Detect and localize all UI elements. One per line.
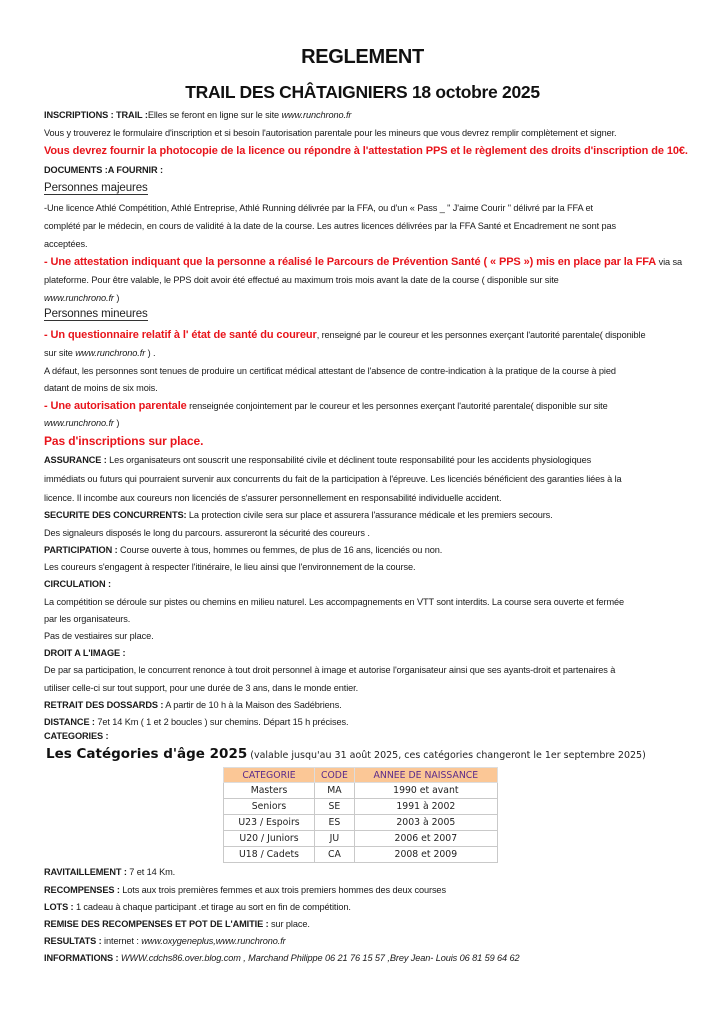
- participation-line2: Les coureurs s'engagent à respecter l'itinéraire, le lieu ainsi que l'environnement de la course.: [44, 562, 416, 572]
- retrait-line: [44, 700, 342, 710]
- column-header: CATEGORIE: [224, 768, 315, 783]
- remise-label: REMISE DES RECOMPENSES ET POT DE L'AMITIE :: [44, 919, 269, 929]
- resultats-label: RESULTATS :: [44, 936, 102, 946]
- page-title: REGLEMENT: [301, 46, 424, 68]
- droit-image-line1: De par sa participation, le concurrent renonce à tout droit personnel à image et autorise l'organisateur ainsi que ses ayants-droit et partenaires à: [44, 665, 616, 675]
- no-onsite-registration: Pas d'inscriptions sur place.: [44, 434, 204, 448]
- table-row: [224, 831, 498, 847]
- questionnaire-line2: [44, 348, 155, 358]
- assurance-label: ASSURANCE :: [44, 455, 107, 465]
- categories-label: CATEGORIES :: [44, 731, 109, 741]
- pps-line3: [44, 293, 119, 303]
- assurance-line2: immédiats ou futurs qui pourraient survenir aux concurrents du fait de la participation à l'épreuve. Les licenciés bénéficient des garanties liées à la: [44, 474, 622, 484]
- resultats-text: internet :: [101, 936, 142, 946]
- inscriptions-form-text: Vous y trouverez le formulaire d'inscription et si besoin l'autorisation parentale pour les mineurs que vous devrez remplir complètement et signer.: [44, 128, 617, 138]
- pps-highlight: - Une attestation indiquant que la personne a réalisé le Parcours de Prévention Santé ( « PPS ») mis en place par la FFA: [44, 256, 657, 268]
- text: sur site: [44, 348, 76, 358]
- circulation-line3: Pas de vestiaires sur place.: [44, 631, 154, 641]
- cell: JU: [315, 831, 355, 847]
- remise-text: sur place.: [268, 919, 310, 929]
- autorisation-line: [44, 400, 608, 412]
- retrait-label: RETRAIT DES DOSSARDS :: [44, 700, 164, 710]
- cell: 2006 et 2007: [354, 831, 497, 847]
- securite-text: La protection civile sera sur place et assurera l'assurance médicale et les premiers secours.: [186, 510, 553, 520]
- majeures-heading: Personnes majeures: [44, 182, 148, 194]
- runchrono-link[interactable]: www.runchrono.fr: [44, 418, 114, 428]
- participation-label: PARTICIPATION :: [44, 545, 118, 555]
- runchrono-link[interactable]: www.runchrono.fr: [75, 348, 146, 358]
- table-row: [224, 799, 498, 815]
- autorisation-line2: [44, 418, 119, 428]
- informations-label: INFORMATIONS :: [44, 953, 119, 963]
- cell: ES: [315, 815, 355, 831]
- column-header: CODE: [315, 768, 355, 783]
- categories-table: [223, 767, 498, 863]
- runchrono-link[interactable]: www.runchrono.fr: [44, 293, 114, 303]
- informations-line: [44, 953, 520, 963]
- questionnaire-highlight: - Un questionnaire relatif à l' état de santé du coureur: [44, 329, 317, 341]
- distance-line: [44, 717, 348, 727]
- event-title: TRAIL DES CHÂTAIGNIERS 18 octobre 2025: [185, 82, 540, 102]
- distance-label: DISTANCE :: [44, 717, 95, 727]
- column-header: ANNEE DE NAISSANCE: [354, 768, 497, 783]
- majeures-line1: -Une licence Athlé Compétition, Athlé Entreprise, Athlé Running délivrée par la FFA, ou d'un « Pass _ " J'aime Courir " délivré par la FFA et: [44, 203, 593, 213]
- assurance-line1: [44, 455, 591, 465]
- assurance-line3: licence. Il incombe aux coureurs non licenciés de s'assurer personnellement en responsabilité individuelle accident.: [44, 493, 502, 503]
- cell: 1991 à 2002: [354, 799, 497, 815]
- majeures-line2: complété par le médecin, en cours de validité à la date de la course. Les autres licences délivrées par la FFA Santé et Encadrement ne sont pas: [44, 221, 616, 231]
- table-header-row: [224, 768, 498, 783]
- contacts-text: , Marchand Philippe 06 21 76 15 57 ,Brey Jean- Louis 06 81 59 64 62: [240, 953, 520, 963]
- defaut-line1: A défaut, les personnes sont tenues de produire un certificat médical attestant de l'absence de contre-indication à la pratique de la course à pied: [44, 366, 616, 376]
- categories-heading: [46, 743, 646, 762]
- participation-text: Course ouverte à tous, hommes ou femmes, de plus de 16 ans, licenciés ou non.: [117, 545, 443, 555]
- table-row: [224, 783, 498, 799]
- circulation-line1: La compétition se déroule sur pistes ou chemins en milieu naturel. Les accompagnements en VTT sont interdits. La course sera ouverte et fermée: [44, 597, 625, 607]
- cell: Masters: [224, 783, 315, 799]
- securite-label: SECURITE DES CONCURRENTS:: [44, 510, 187, 520]
- circulation-line2: par les organisateurs.: [44, 614, 131, 624]
- inscriptions-label: INSCRIPTIONS : TRAIL :: [44, 110, 148, 120]
- cell: Seniors: [224, 799, 315, 815]
- cell: SE: [315, 799, 355, 815]
- remise-line: [44, 919, 310, 929]
- droit-image-label: DROIT A L'IMAGE :: [44, 648, 126, 658]
- lots-text: 1 cadeau à chaque participant .et tirage au sort en fin de compétition.: [73, 902, 351, 912]
- securite-line2: Des signaleurs disposés le long du parcours. assureront la sécurité des coureurs .: [44, 528, 370, 538]
- circulation-label: CIRCULATION :: [44, 579, 111, 589]
- retrait-text: A partir de 10 h à la Maison des Sadébriens.: [163, 700, 342, 710]
- participation-line: [44, 545, 442, 555]
- defaut-line2: datant de moins de six mois.: [44, 383, 158, 393]
- inscriptions-line: [44, 110, 351, 120]
- cell: U23 / Espoirs: [224, 815, 315, 831]
- categories-note: (valable jusqu'au 31 août 2025, ces catégories changeront le 1er septembre 2025): [247, 750, 646, 761]
- securite-line: [44, 510, 553, 520]
- lots-line: [44, 902, 351, 912]
- assurance-text: Les organisateurs ont souscrit une responsabilité civile et déclinent toute responsabilité pour les accidents physiologiques: [106, 455, 592, 465]
- blog-link[interactable]: WWW.cdchs86.over.blog.com: [118, 953, 241, 963]
- ravitaillement-line: [44, 867, 175, 877]
- cell: U18 / Cadets: [224, 847, 315, 863]
- pps-rest: via sa: [656, 257, 682, 267]
- resultats-line: [44, 936, 286, 946]
- majeures-line3: acceptées.: [44, 239, 88, 249]
- cell: MA: [315, 783, 355, 799]
- inscriptions-warning: Vous devrez fournir la photocopie de la licence ou répondre à l'attestation PPS et le règlement des droits d'inscription de 10€.: [44, 145, 688, 157]
- ravitaillement-label: RAVITAILLEMENT :: [44, 867, 127, 877]
- questionnaire-line: [44, 329, 646, 341]
- pps-line: [44, 256, 682, 268]
- cell: 2003 à 2005: [354, 815, 497, 831]
- autorisation-rest: renseignée conjointement par le coureur et les personnes exerçant l'autorité parentale( disponible sur site: [186, 401, 608, 411]
- table-row: [224, 815, 498, 831]
- cell: CA: [315, 847, 355, 863]
- resultats-links[interactable]: www.oxygeneplus,www.runchrono.fr: [141, 936, 286, 946]
- cell: 2008 et 2009: [354, 847, 497, 863]
- table-row: [224, 847, 498, 863]
- text: ) .: [145, 348, 156, 358]
- recompenses-text: Lots aux trois premières femmes et aux trois premiers hommes des deux courses: [119, 885, 446, 895]
- questionnaire-rest: , renseigné par le coureur et les personnes exerçant l'autorité parentale( disponible: [316, 330, 646, 340]
- cell: 1990 et avant: [354, 783, 497, 799]
- inscriptions-text: Elles se feront en ligne sur le site: [147, 110, 282, 120]
- autorisation-highlight: - Une autorisation parentale: [44, 400, 187, 412]
- distance-text: 7et 14 Km ( 1 et 2 boucles ) sur chemins. Départ 15 h précises.: [94, 717, 349, 727]
- majeures-heading-wrap: [44, 182, 148, 194]
- recompenses-label: RECOMPENSES :: [44, 885, 120, 895]
- documents-label: DOCUMENTS :A FOURNIR :: [44, 165, 163, 175]
- ravitaillement-text: 7 et 14 Km.: [126, 867, 176, 877]
- mineures-heading-wrap: [44, 308, 148, 320]
- cell: U20 / Juniors: [224, 831, 315, 847]
- categories-title: Les Catégories d'âge 2025: [46, 746, 248, 762]
- lots-label: LOTS :: [44, 902, 74, 912]
- mineures-heading: Personnes mineures: [44, 308, 148, 320]
- paren: ): [113, 418, 120, 428]
- droit-image-line2: utiliser celle-ci sur tout support, pour une durée de 3 ans, dans le monde entier.: [44, 683, 359, 693]
- pps-line2: plateforme. Pour être valable, le PPS doit avoir été effectué au maximum trois mois avant la date de la course ( disponible sur site: [44, 275, 559, 285]
- recompenses-line: [44, 885, 446, 895]
- paren: ): [113, 293, 120, 303]
- runchrono-link[interactable]: www.runchrono.fr: [281, 110, 352, 120]
